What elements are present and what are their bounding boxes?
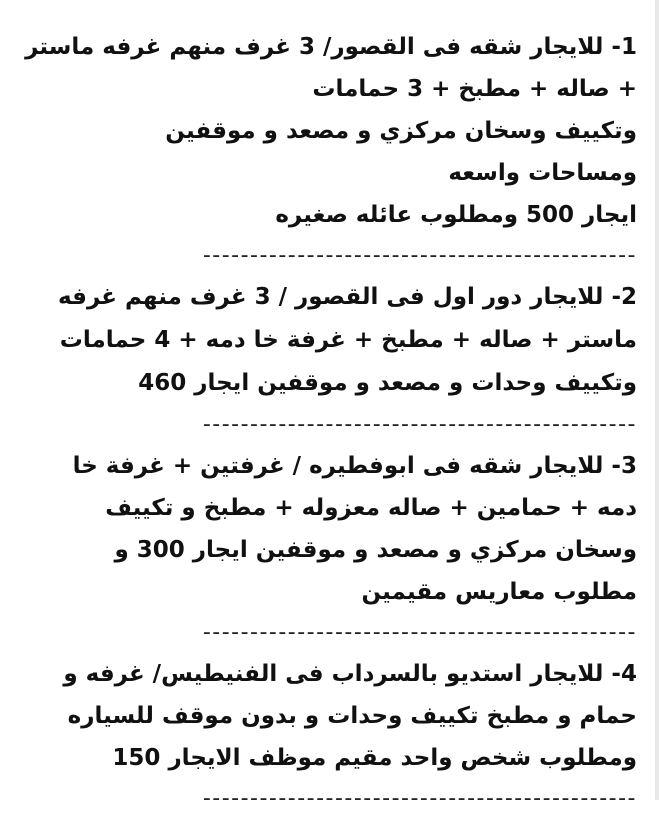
listing-line: وتكييف وحدات و مصعد و موقفين ايجار 460 xyxy=(138,370,637,396)
separator-line: ---------------------------------------------- xyxy=(202,412,637,437)
listing-4 xyxy=(44,653,637,779)
listing-1 xyxy=(25,26,637,236)
listing-line: ومساحات واسعه xyxy=(448,160,637,186)
listing-line: حمام و مطبخ تكييف وحدات و بدون موقف للسياره xyxy=(67,703,637,729)
listing-line: مطلوب معاريس مقيمين xyxy=(361,579,637,605)
listing-line: 3- للايجار شقه فى ابوفطيره / غرفتين + غرفة خا xyxy=(72,453,637,479)
listing-2 xyxy=(44,276,637,405)
separator-line: ---------------------------------------------- xyxy=(202,786,637,811)
listing-line: دمه + حمامين + صاله معزوله + مطبخ و تكييف xyxy=(105,495,637,521)
separator-line: ---------------------------------------------- xyxy=(202,243,637,268)
listing-line: ومطلوب شخص واحد مقيم موظف الايجار 150 xyxy=(112,745,637,771)
listing-line: وسخان مركزي و مصعد و موقفين ايجار 300 و xyxy=(114,537,637,563)
listing-line: 4- للايجار استديو بالسرداب فى الفنيطيس/ غرفه و xyxy=(63,661,637,687)
separator-line: ---------------------------------------------- xyxy=(202,620,637,645)
listing-line: 2- للايجار دور اول فى القصور / 3 غرف منهم غرفه xyxy=(57,284,637,310)
listing-3 xyxy=(44,445,637,613)
listing-line: وتكييف وسخان مركزي و مصعد و موقفين xyxy=(165,118,637,144)
listing-line: ماستر + صاله + مطبخ + غرفة خا دمه + 4 حمامات xyxy=(59,327,637,353)
listing-line: + صاله + مطبخ + 3 حمامات xyxy=(312,76,637,102)
scroll-edge xyxy=(655,0,659,800)
listing-line: ايجار 500 ومطلوب عائله صغيره xyxy=(275,202,637,228)
listing-line: 1- للايجار شقه فى القصور/ 3 غرف منهم غرفه ماستر xyxy=(25,34,637,60)
